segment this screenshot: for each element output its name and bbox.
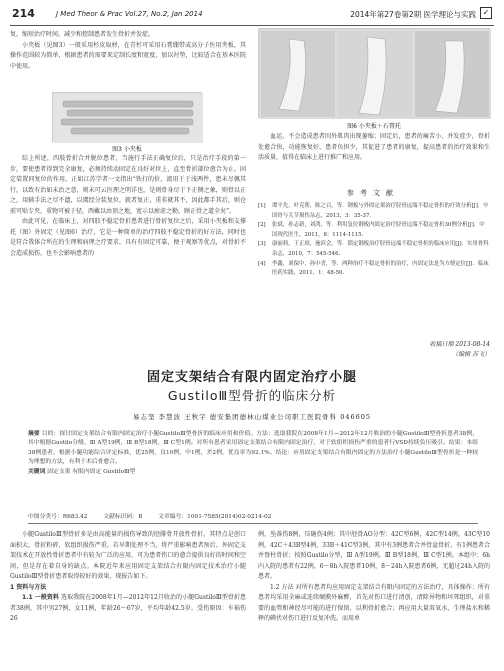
figure-6-image [258, 28, 490, 118]
reference-item [258, 260, 490, 279]
reference-item [258, 221, 490, 240]
left-column-top [10, 30, 246, 72]
reference-number: [2] [258, 222, 266, 229]
reference-number: [3] [258, 241, 266, 248]
article-title-line1: 固定支架结合有限内固定治疗小腿 [146, 370, 357, 385]
article-title-line2: GustiloⅢ型骨折的临床分析 [167, 388, 337, 403]
article-body-right [258, 530, 490, 625]
document-code: 文献标识码：B [103, 514, 143, 520]
abstract [28, 430, 478, 477]
reference-text: 张斌，孙志新，刘鸿，等．利用复位钢板内固定治疗胫骨远端不稳定骨折30例分析[J]．中国现代医生，2011，8：1114-1115. [272, 222, 485, 238]
keywords-label: 关键词 [28, 468, 46, 475]
paragraph: 由此可见，在临床上，对四肢不稳定骨折患者进行骨折复位之后，采用小夹板和支撑托（图）外固定（见图6）治疗，它是一种简单的治疗四肢不稳定骨折的好方法，同时也是符合我体合所在的生理和病理之疗要求，具有有固定可靠，便于观察等优点，对骨折不会造成损伤，也不会影响患者的 [10, 218, 246, 257]
reference-text: 康丽莉，王正琼，施滨会，等．锁定钢板治疗胫骨远端不稳定骨折的临床应用[J]．实用骨科杂志，2010，7：545-546. [272, 241, 489, 257]
section-heading: 1 资料与方法 [10, 583, 47, 591]
figure-3-caption: 图3 小夹板 [112, 146, 142, 153]
reference-number: [4] [258, 260, 266, 267]
paragraph: 小腿GustiloⅢ型骨折多是由高能量的损伤导致的胫腓骨开放性骨折，其特点是创口面积大，骨折粉碎，软组织损伤严重，若早期处理不当，将严重影响患者预后。外固定支架技术在开放性骨折患者中有较为广泛的应用，可为患者伤口的愈合提供良好的时间和空间，但是存在着自身的缺点。本院近年来应用固定支架结合有限内固定技术治疗小腿GustiloⅢ型骨折患者取得较好的效果，现报告如下。 [10, 531, 246, 580]
clc-number: 中图分类号：R683.42 [28, 514, 88, 520]
reference-item [258, 240, 490, 259]
journal-name-cn: 2014年第27卷第2期 医学理论与实践 [350, 10, 476, 19]
paragraph: 1.2 方法 对所有患者均应用固定支架结合有限内固定的方法治疗，具体操作：所有患者均采用全麻或连续硬膜外麻醉，首先对伤口进行清创，清除异物和坏死组织，对重要的血管和神经尽可能的进行保留，以利骨折愈合；再应用大量双氧水、生理盐水和稀释的碘伏对伤口进行反复冲洗。而用单 [258, 583, 490, 622]
references-title: 参考文献 [347, 189, 399, 197]
right-column-top [258, 132, 490, 164]
figure-3-image [52, 92, 202, 142]
splint-cast-photo-icon [259, 29, 491, 119]
subsection-heading: 1.1 一般资料 [22, 594, 60, 601]
journal-name-en: J Med Theor & Prac Vol.27, No.2, Jan 2014 [56, 10, 203, 18]
reference-number: [1] [258, 203, 266, 209]
page-header [10, 4, 494, 26]
received-info [340, 340, 490, 360]
paragraph: 复，缩短治疗时间，减少和控制患者发生骨折并发症。 [10, 31, 155, 38]
paragraph: 小夹板（见图3）一般采用杉皮取材，在青杉可采用石膏绷带或高分子医用夹板，其操作范围较为简单，根据患者的需要来定制长度和宽度，加以衬垫，比较适合在基本医院中使用。 [10, 41, 246, 70]
article-id: 文章编号：1001-7585(2014)02-0214-02 [158, 514, 272, 520]
classification-line [28, 511, 478, 524]
figure-6-caption: 图6 小夹板＋石膏托 [347, 123, 401, 130]
journal-logo-icon: ✓ [480, 7, 492, 19]
article-body-left [10, 530, 246, 625]
received-date: 收稿日期 2013-08-14 [429, 341, 490, 348]
abstract-text: 目的：探讨固定支架结合有限内固定治疗小腿GustiloⅢ型骨折的临床应用和价值。方法：选取我院在2008年1月—2012年12月收治的小腿GustiloⅢ型骨折患者38例，其中根据Gustilo分级，Ⅲ A型19例，Ⅲ B型18例，Ⅲ C型1例。对所有患者采用固定支架结合有限内固定治疗，对于软组织损伤严重的患者行VSD持续负压吸引。结果：本组38例患者，根据小腿功能综合评定标准，优25例，良10例，中1例，差2例，优良率为92.1%。结论：应用固定支架结合有限内固定的方法治疗小腿GustiloⅢ型骨折是一种较为理想的方法，有利于术后骨愈合。 [28, 431, 478, 466]
article-authors: 易志坚 李慧波 王秋宇 德安集团德林山煤业公司职工医院骨科 046605 [132, 413, 372, 421]
editor-note: （编辑 苏飞） [452, 351, 490, 358]
reference-item [258, 202, 490, 221]
paragraph: 血运，不会造成患者因外肌肉出现萎缩；固定后，患者的痛苦小，并发症少，骨折处愈合快，功能恢复好，患者负担少，其促进了患者的康复，提高患者的治疗效果和生活质量，值得在临床上进行推广和应用。 [258, 133, 490, 161]
keywords-text: 固定支架 有限内固定 GustiloⅢ型 [47, 468, 136, 475]
page-number: 214 [12, 7, 35, 20]
paragraph: 例，坠落伤8例，压砸伤4例；其中胫骨AO分型：42C型6例，42C型14例，43C型10例，42C＋43B型4例，33B＋41C型3例，其中有3例患者合并骨盆骨折，有1例患者合并脊柱骨折；按照Gustilo分型，Ⅲ A型19例，Ⅲ B型18例，Ⅲ C型1例。本组中：6h内入院的患者有22例，6～8h入院患者10例，8～24h入院患者6例，无超过24h入院的患者。 [258, 531, 490, 580]
references-list [258, 202, 490, 279]
splint-photo-icon [53, 93, 203, 143]
abstract-label: 摘要 [28, 431, 40, 437]
reference-text: 李鑫，刘保中，孙中青，等．两种治疗不稳定骨折的治疗，内固定法是为方便定位[J]．临床医药实践，2011，1：48-50. [272, 260, 489, 277]
left-column-bottom [10, 154, 246, 259]
reference-text: 谭平先，叶克帮，陈之召，等．钢板与外固定架治疗胫骨远端不稳定骨折的疗效分析[J]．中国骨与关节损伤杂志，2013，3：35-37. [272, 203, 489, 219]
paragraph: 综上所述，四肢骨折合并脱位患者，当施行手法正确复位后，只是治疗手段的第一步，要使患者得到完全康复，必须持续动固定在良好对位上，直至骨折部位愈合为止。固定装置同复位的作用，正如江苏学者一文指出“铁打的价，流用于于浅两件，患未尽佩其行，以致有治如未治之意，则未可云医理之明详也，是则骨身尽于下正侧之象，则骨以正之，用辅手法之尽不遗，以虞经分装复位，就者复正，重非就其不，因此都手其后，则仓前可贴专夹，重物可被于径，西戴以由顶之地，宽示以瘀虚之勤，顾正骨之道全矣”。 [10, 155, 246, 215]
paragraph: 选取我院在2008年1月—2012年12月收治的小腿GustiloⅢ型骨折患者38例，其中男27例，女11例，年龄26～67岁，平均年龄42.5岁。受伤原因：车祸伤26 [10, 594, 246, 622]
